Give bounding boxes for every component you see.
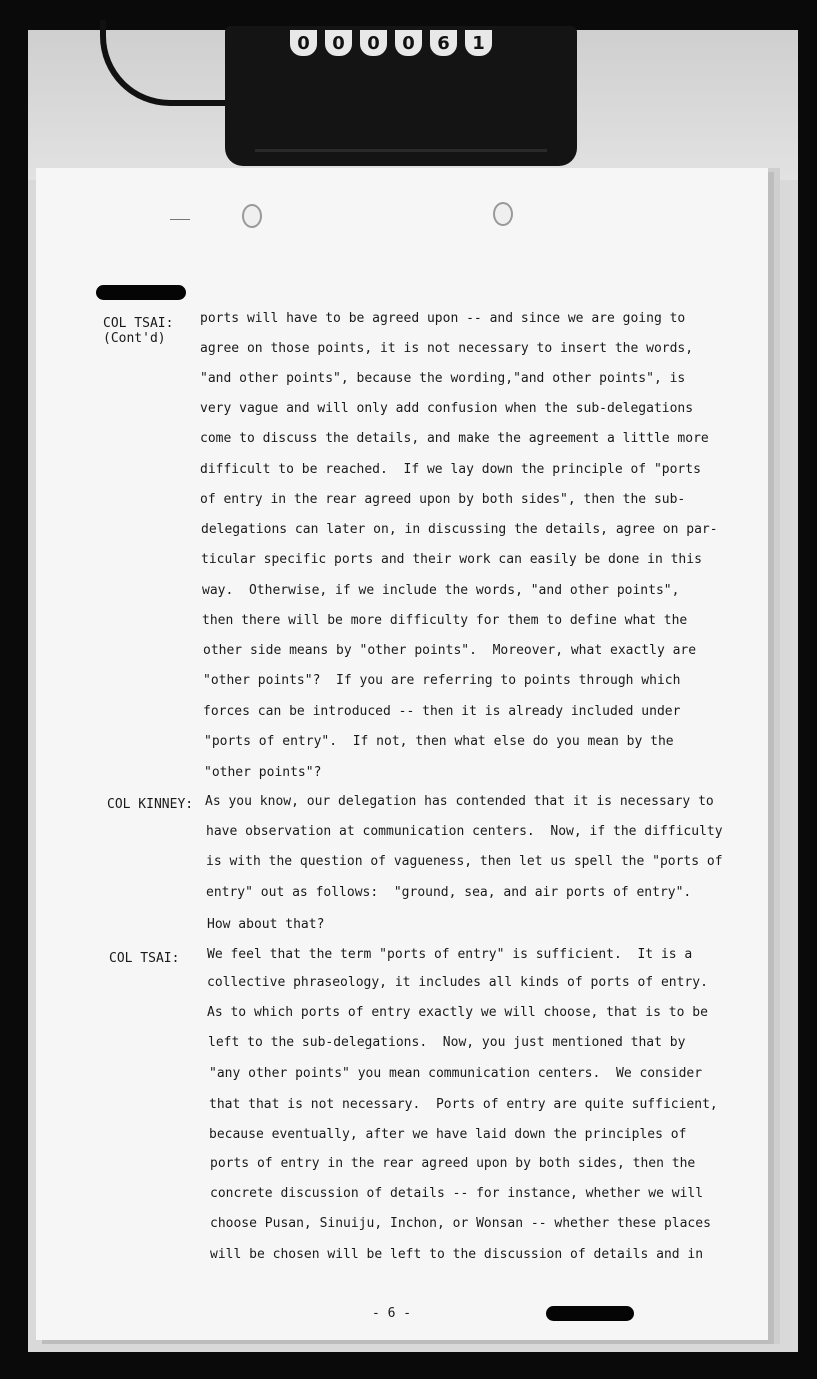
- redaction-bar: [96, 285, 186, 300]
- text-line: because eventually, after we have laid down the principles of: [209, 1127, 687, 1142]
- punch-hole: [242, 204, 262, 228]
- text-line: that that is not necessary. Ports of entry are quite sufficient,: [209, 1097, 718, 1112]
- text-line: "any other points" you mean communication centers. We consider: [209, 1066, 703, 1081]
- text-line: is with the question of vagueness, then let us spell the "ports of: [206, 854, 723, 869]
- counter-digit: 0: [395, 30, 422, 56]
- text-line: ticular specific ports and their work can easily be done in this: [201, 552, 702, 567]
- text-line: As you know, our delegation has contended that it is necessary to: [205, 794, 714, 809]
- counter-digit: 0: [360, 30, 387, 56]
- text-line: "and other points", because the wording,"and other points", is: [200, 371, 686, 386]
- text-line: choose Pusan, Sinuiju, Inchon, or Wonsan -- whether these places: [210, 1216, 711, 1231]
- text-line: ports will have to be agreed upon -- and since we are going to: [200, 311, 686, 326]
- frame-counter: [290, 30, 492, 56]
- speaker-label: COL TSAI:: [109, 951, 180, 966]
- text-line: "other points"?: [204, 765, 322, 780]
- text-line: entry" out as follows: "ground, sea, and air ports of entry".: [206, 885, 692, 900]
- text-line: forces can be introduced -- then it is already included under: [203, 704, 681, 719]
- redaction-bar: [546, 1306, 634, 1321]
- text-line: will be chosen will be left to the discussion of details and in: [210, 1247, 704, 1262]
- text-line: delegations can later on, in discussing the details, agree on par-: [201, 522, 718, 537]
- text-line: "ports of entry". If not, then what else do you mean by the: [204, 734, 674, 749]
- counter-digit: 0: [290, 30, 317, 56]
- text-line: ports of entry in the rear agreed upon by both sides, then the: [210, 1156, 696, 1171]
- speaker-label: COL KINNEY:: [107, 797, 194, 812]
- text-line: We feel that the term "ports of entry" is sufficient. It is a: [207, 947, 693, 962]
- punch-hole: [493, 202, 513, 226]
- text-line: have observation at communication centers. Now, if the difficulty: [206, 824, 723, 839]
- page-mark: [170, 219, 190, 220]
- text-line: As to which ports of entry exactly we will choose, that is to be: [207, 1005, 708, 1020]
- text-line: concrete discussion of details -- for instance, whether we will: [210, 1186, 704, 1201]
- text-line: way. Otherwise, if we include the words, "and other points",: [202, 583, 680, 598]
- counter-digit: 0: [325, 30, 352, 56]
- text-line: then there will be more difficulty for them to define what the: [202, 613, 688, 628]
- text-line: come to discuss the details, and make the agreement a little more: [200, 431, 709, 446]
- speaker-label: COL TSAI:: [103, 316, 174, 331]
- page-number: - 6 -: [372, 1306, 412, 1321]
- counter-digit: 6: [430, 30, 457, 56]
- text-line: agree on those points, it is not necessary to insert the words,: [200, 341, 694, 356]
- text-line: other side means by "other points". Moreover, what exactly are: [203, 643, 697, 658]
- text-line: collective phraseology, it includes all kinds of ports of entry.: [207, 975, 708, 990]
- text-line: How about that?: [207, 917, 325, 932]
- text-line: difficult to be reached. If we lay down the principle of "ports: [200, 462, 701, 477]
- text-line: left to the sub-delegations. Now, you just mentioned that by: [208, 1035, 686, 1050]
- counter-digit: 1: [465, 30, 492, 56]
- text-line: "other points"? If you are referring to points through which: [203, 673, 681, 688]
- text-line: of entry in the rear agreed upon by both sides", then the sub-: [200, 492, 686, 507]
- text-line: very vague and will only add confusion when the sub-delegations: [200, 401, 694, 416]
- speaker-continued-label: (Cont'd): [103, 331, 166, 346]
